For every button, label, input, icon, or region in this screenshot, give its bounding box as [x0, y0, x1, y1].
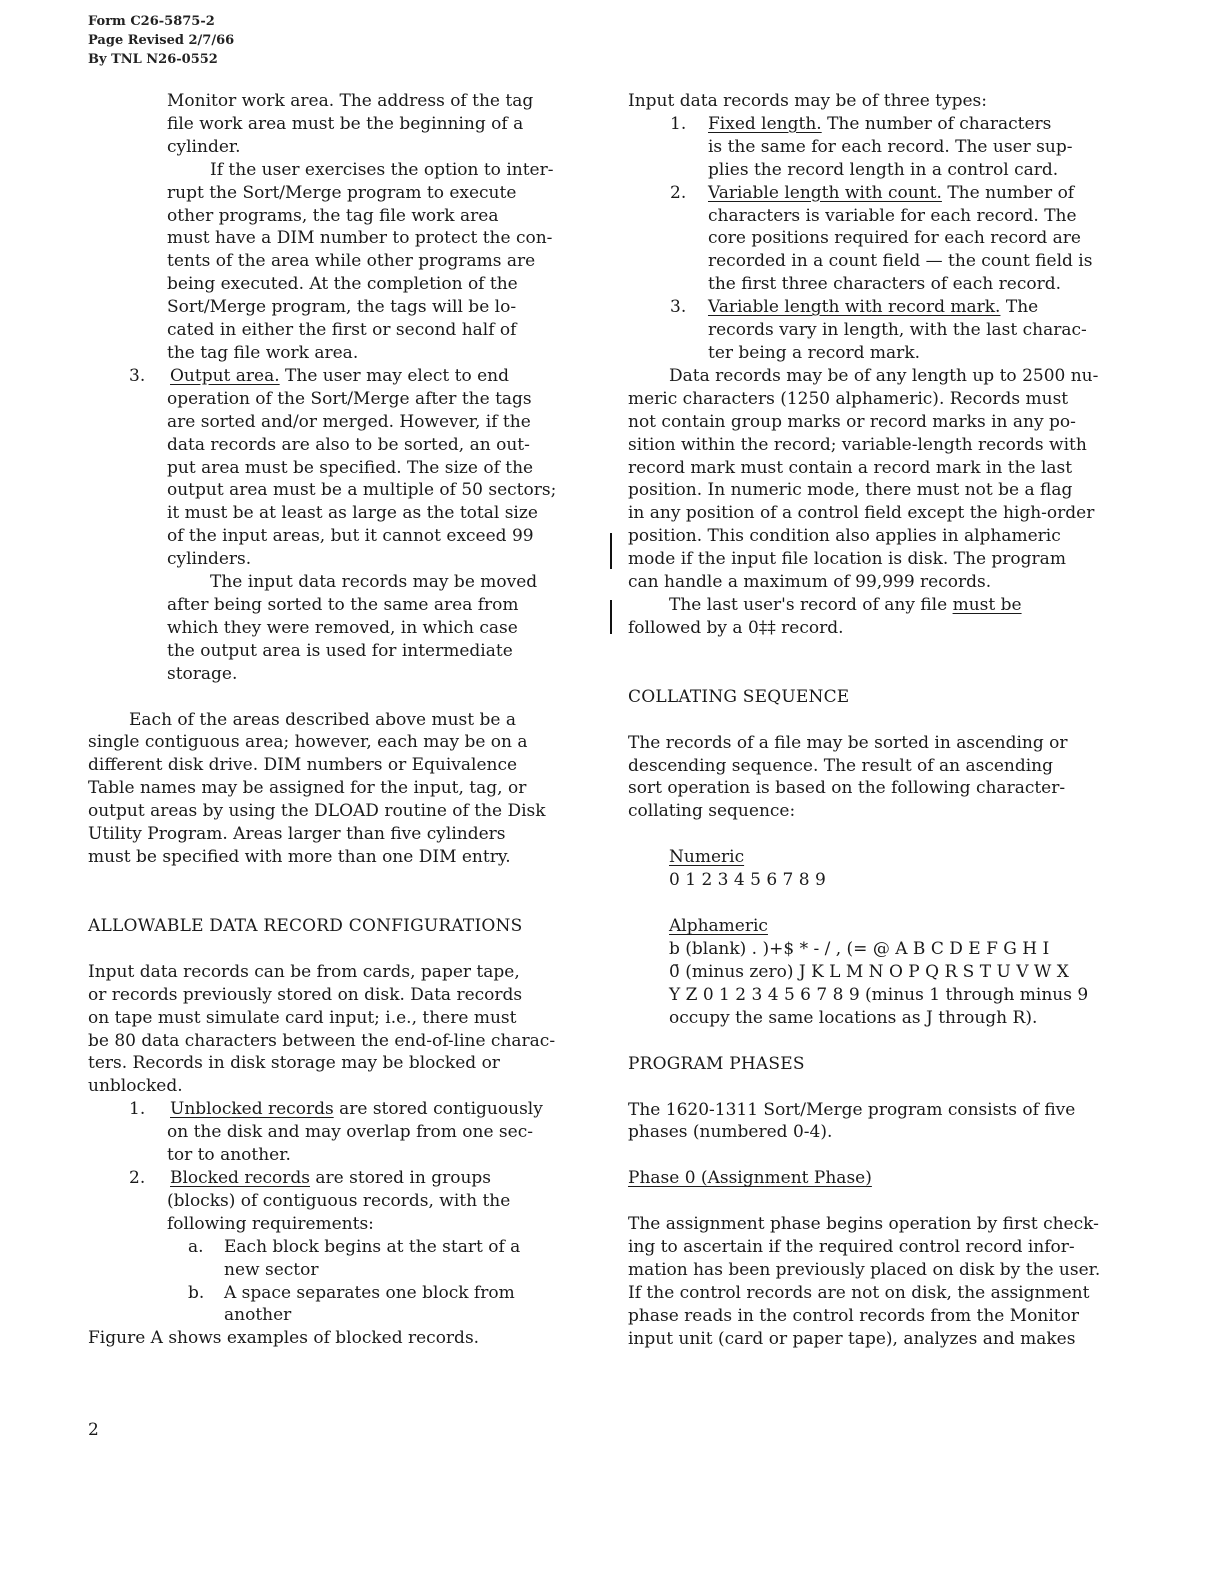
- text-line: being executed. At the completion of the: [167, 274, 518, 295]
- form-number: Form C26-5875-2: [88, 14, 215, 29]
- data-records-paragraph: [628, 365, 1138, 594]
- text-line: plies the record length in a control card.: [708, 159, 1059, 180]
- text-line: followed by a 0‡‡ record.: [628, 617, 844, 638]
- text-fragment: The last user's record of any file: [669, 594, 953, 615]
- last-record-paragraph: [628, 594, 1138, 640]
- text-line: other programs, the tag file work area: [167, 205, 499, 226]
- text-line: phase reads in the control records from the Monitor: [628, 1305, 1079, 1326]
- text-line: collating sequence:: [628, 801, 796, 822]
- text-line: storage.: [167, 663, 238, 684]
- text-line: Table names may be assigned for the input, tag, or: [88, 778, 527, 799]
- text-line: records vary in length, with the last charac-: [708, 320, 1087, 341]
- text-fragment: The number of: [941, 182, 1075, 203]
- type-variable-record-mark: [628, 296, 1138, 365]
- item-number: 3.: [129, 365, 146, 386]
- input-records-paragraph: [88, 961, 598, 1098]
- text-line: unblocked.: [88, 1076, 183, 1097]
- text-line: Input data records can be from cards, paper tape,: [88, 961, 520, 982]
- revision-bar: [610, 533, 612, 569]
- text-line: The assignment phase begins operation by first check-: [628, 1214, 1099, 1235]
- text-line: core positions required for each record are: [708, 228, 1081, 249]
- alphameric-sequence: [628, 915, 1138, 1030]
- item-letter: b.: [188, 1282, 205, 1303]
- numeric-label: Numeric: [669, 847, 745, 868]
- item-number: 1.: [670, 113, 687, 134]
- variable-record-mark-title: Variable length with record mark.: [708, 297, 1001, 318]
- text-fragment: are stored contiguously: [333, 1099, 543, 1120]
- output-area-title: Output area.: [170, 365, 280, 386]
- text-line: The records of a file may be sorted in ascending or: [628, 732, 1068, 753]
- text-line: The input data records may be moved: [210, 572, 538, 593]
- text-line: be 80 data characters between the end-of-line charac-: [88, 1030, 556, 1051]
- phase-0-paragraph: [628, 1213, 1138, 1350]
- text-line: sition within the record; variable-length records with: [628, 434, 1087, 455]
- text-line: different disk drive. DIM numbers or Equivalence: [88, 755, 518, 776]
- text-line: position. This condition also applies in alphameric: [628, 526, 1061, 547]
- phase-0-heading: Phase 0 (Assignment Phase): [628, 1168, 872, 1189]
- text-line: or records previously stored on disk. Data records: [88, 984, 523, 1005]
- left-column: [88, 90, 598, 1350]
- unblocked-title: Unblocked records: [170, 1099, 334, 1120]
- text-line: [628, 182, 1138, 205]
- text-line: the tag file work area.: [167, 342, 359, 363]
- text-line: operation of the Sort/Merge after the tags: [167, 388, 532, 409]
- text-line: not contain group marks or record marks in any po-: [628, 411, 1076, 432]
- text-line: ters. Records in disk storage may be blocked or: [88, 1053, 500, 1074]
- text-line: [88, 1282, 598, 1305]
- text-line: file work area must be the beginning of a: [167, 113, 524, 134]
- text-fragment: The user may elect to end: [279, 365, 510, 386]
- item-number: 2.: [670, 182, 687, 203]
- phases-paragraph: [628, 1099, 1138, 1145]
- revision-bar: [610, 600, 612, 634]
- unblocked-item: [88, 1098, 598, 1167]
- text-line: meric characters (1250 alphameric). Records must: [628, 388, 1069, 409]
- text-line: position. In numeric mode, there must not be a flag: [628, 480, 1073, 501]
- text-line: The 1620-1311 Sort/Merge program consists of five: [628, 1099, 1076, 1120]
- text-line: mation has been previously placed on disk by the user.: [628, 1260, 1101, 1281]
- text-line: (blocks) of contiguous records, with the: [167, 1190, 511, 1211]
- revision-date: Page Revised 2/7/66: [88, 33, 235, 48]
- text-line: it must be at least as large as the total size: [167, 503, 538, 524]
- text-line: 0̄ (minus zero) J K L M N O P Q R S T U V W X: [669, 961, 1069, 982]
- text-line: are sorted and/or merged. However, if the: [167, 411, 531, 432]
- must-be-emphasis: must be: [952, 594, 1022, 615]
- right-column: [628, 90, 1138, 1351]
- text-line: is the same for each record. The user sup-: [708, 136, 1073, 157]
- text-line: record mark must contain a record mark in the last: [628, 457, 1073, 478]
- text-line: the first three characters of each record.: [708, 274, 1061, 295]
- text-line: [88, 1167, 598, 1190]
- text-line: [628, 594, 1138, 617]
- text-line: ter being a record mark.: [708, 342, 921, 363]
- text-line: new sector: [224, 1259, 319, 1280]
- text-line: [628, 296, 1138, 319]
- text-line: another: [224, 1305, 292, 1326]
- text-line: sort operation is based on the following character-: [628, 778, 1066, 799]
- text-line: tents of the area while other programs are: [167, 251, 536, 272]
- numeric-sequence: [628, 846, 1138, 892]
- type-fixed-length: [628, 113, 1138, 182]
- contiguous-area-paragraph: [88, 709, 598, 869]
- output-area-item: [88, 365, 598, 571]
- collating-sequence-heading: COLLATING SEQUENCE: [628, 686, 850, 707]
- text-line: If the user exercises the option to inter-: [210, 159, 554, 180]
- text-line: the output area is used for intermediate: [167, 640, 513, 661]
- text-line: single contiguous area; however, each may be on a: [88, 732, 528, 753]
- text-line: Data records may be of any length up to 2500 nu-: [669, 365, 1099, 386]
- text-line: in any position of a control field except the high-order: [628, 503, 1095, 524]
- text-line: If the control records are not on disk, the assignment: [628, 1282, 1090, 1303]
- text-line: rupt the Sort/Merge program to execute: [167, 182, 517, 203]
- text-line: [88, 365, 598, 388]
- page-number: 2: [88, 1420, 99, 1440]
- text-line: must have a DIM number to protect the con-: [167, 228, 553, 249]
- alphameric-label: Alphameric: [669, 916, 768, 937]
- item-number: 3.: [670, 297, 687, 318]
- numeric-sequence-values: 0 1 2 3 4 5 6 7 8 9: [669, 870, 826, 891]
- text-line: input unit (card or paper tape), analyzes and makes: [628, 1328, 1076, 1349]
- requirement-b: [88, 1282, 598, 1328]
- item-number: 1.: [129, 1099, 146, 1120]
- text-fragment: A space separates one block from: [224, 1282, 515, 1303]
- text-line: tor to another.: [167, 1145, 291, 1166]
- collating-paragraph: [628, 732, 1138, 824]
- text-line: cylinders.: [167, 549, 252, 570]
- text-fragment: are stored in groups: [310, 1167, 491, 1188]
- page-header: [88, 12, 234, 69]
- moved-records-paragraph: [88, 571, 598, 686]
- requirement-a: [88, 1236, 598, 1282]
- item-letter: a.: [188, 1236, 204, 1257]
- fixed-length-title: Fixed length.: [708, 113, 822, 134]
- text-line: Utility Program. Areas larger than five cylinders: [88, 824, 506, 845]
- interrupt-paragraph: [88, 159, 598, 365]
- text-line: occupy the same locations as J through R).: [669, 1007, 1038, 1028]
- types-intro: Input data records may be of three types:: [628, 91, 988, 111]
- type-variable-count: [628, 182, 1138, 297]
- text-line: Sort/Merge program, the tags will be lo-: [167, 297, 517, 318]
- program-phases-heading: PROGRAM PHASES: [628, 1053, 805, 1074]
- text-line: mode if the input file location is disk. The program: [628, 549, 1066, 570]
- tag-area-continuation: [88, 90, 598, 159]
- blocked-item: [88, 1167, 598, 1236]
- text-line: of the input areas, but it cannot exceed 99: [167, 526, 534, 547]
- text-fragment: Each block begins at the start of a: [224, 1236, 521, 1257]
- text-line: cated in either the first or second half of: [167, 320, 517, 341]
- text-line: on tape must simulate card input; i.e., there must: [88, 1007, 517, 1028]
- text-line: output area must be a multiple of 50 sectors;: [167, 480, 557, 501]
- text-line: [628, 113, 1138, 136]
- text-line: Monitor work area. The address of the tag: [167, 91, 534, 111]
- text-line: recorded in a count field — the count field is: [708, 251, 1093, 272]
- figure-reference: Figure A shows examples of blocked records.: [88, 1328, 480, 1349]
- allowable-configurations-heading: ALLOWABLE DATA RECORD CONFIGURATIONS: [88, 915, 523, 936]
- text-line: data records are also to be sorted, an out-: [167, 434, 530, 455]
- variable-count-title: Variable length with count.: [708, 182, 942, 203]
- text-line: descending sequence. The result of an ascending: [628, 755, 1054, 776]
- text-line: characters is variable for each record. The: [708, 205, 1077, 226]
- text-line: following requirements:: [167, 1213, 374, 1234]
- text-line: output areas by using the DLOAD routine of the Disk: [88, 801, 546, 822]
- blocked-title: Blocked records: [170, 1167, 311, 1188]
- tnl-number: By TNL N26-0552: [88, 52, 218, 67]
- text-line: after being sorted to the same area from: [167, 594, 519, 615]
- text-line: must be specified with more than one DIM entry.: [88, 847, 511, 867]
- text-line: [88, 1098, 598, 1121]
- text-line: phases (numbered 0-4).: [628, 1122, 833, 1143]
- text-line: [88, 1236, 598, 1259]
- item-number: 2.: [129, 1167, 146, 1188]
- text-line: b (blank) . )+$ * - / , (= @ A B C D E F G H I: [669, 939, 1050, 959]
- text-line: ing to ascertain if the required control record infor-: [628, 1237, 1075, 1258]
- text-line: which they were removed, in which case: [167, 617, 518, 638]
- text-fragment: The: [1000, 297, 1039, 318]
- text-line: can handle a maximum of 99,999 records.: [628, 572, 992, 593]
- text-line: put area must be specified. The size of the: [167, 457, 534, 478]
- text-fragment: The number of characters: [821, 113, 1052, 134]
- text-line: on the disk and may overlap from one sec-: [167, 1122, 533, 1143]
- text-line: Each of the areas described above must be a: [129, 709, 516, 730]
- text-line: Y Z 0 1 2 3 4 5 6 7 8 9 (minus 1 through minus 9: [669, 984, 1089, 1005]
- text-line: cylinder.: [167, 136, 241, 157]
